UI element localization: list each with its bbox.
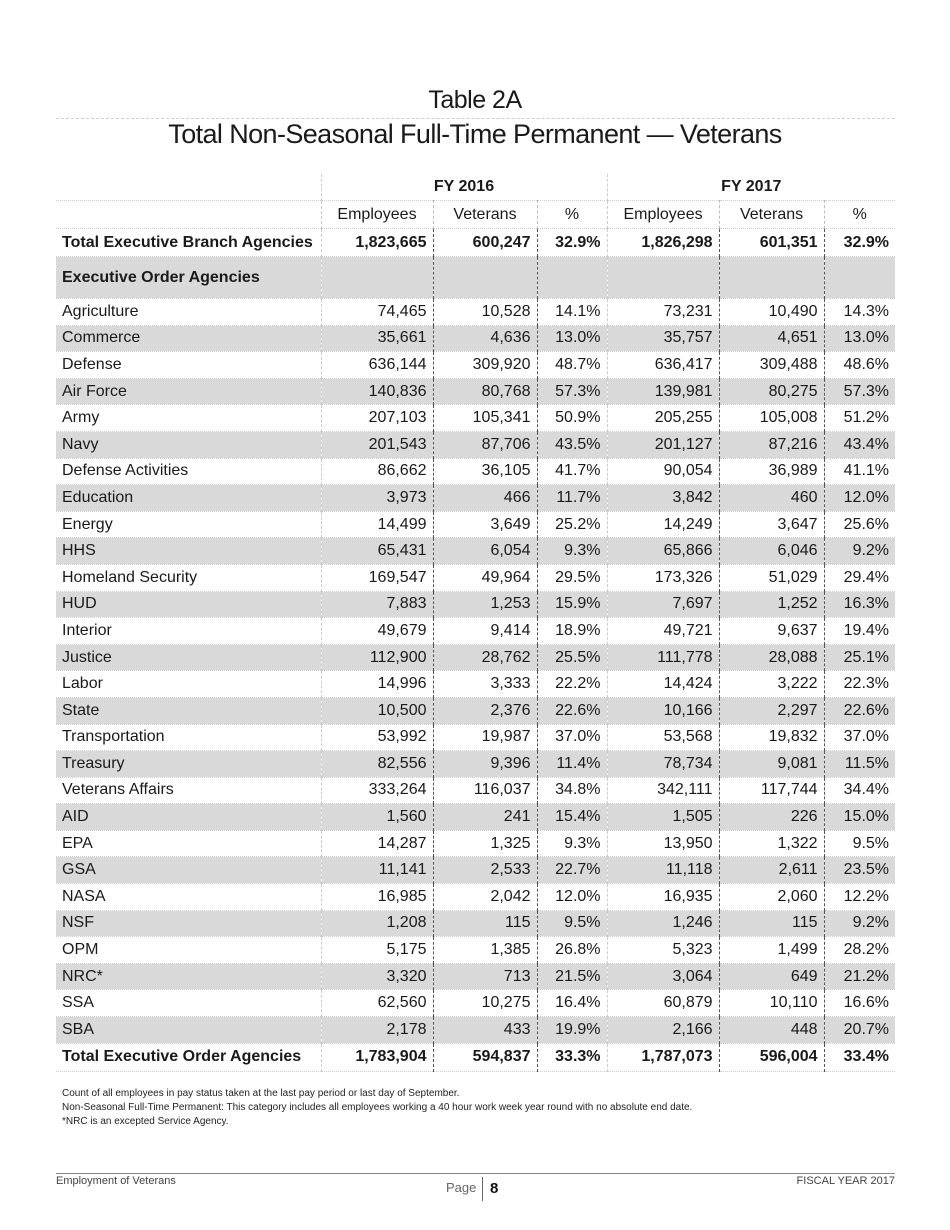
fy2016-veterans: 9,396 xyxy=(433,751,537,778)
col-header-employees: Employees xyxy=(321,201,433,229)
fy2016-percent: 15.9% xyxy=(537,591,607,618)
fy2016-employees: 3,320 xyxy=(321,963,433,990)
fy2016-veterans: 1,253 xyxy=(433,591,537,618)
fy2016-employees: 86,662 xyxy=(321,458,433,485)
footnotes xyxy=(62,1087,692,1129)
fy2016-percent: 26.8% xyxy=(537,937,607,964)
agency-label: Interior xyxy=(56,618,321,645)
fy2017-percent: 16.6% xyxy=(824,990,895,1017)
table-row xyxy=(56,804,895,831)
fy2017-percent: 20.7% xyxy=(824,1017,895,1044)
fy2017-veterans: 2,611 xyxy=(719,857,824,884)
fy2017-percent: 14.3% xyxy=(824,299,895,326)
table-row xyxy=(56,591,895,618)
fy2016-percent: 13.0% xyxy=(537,325,607,352)
fy2016-veterans: 6,054 xyxy=(433,538,537,565)
fy2017-percent: 15.0% xyxy=(824,804,895,831)
fy2016-percent: 57.3% xyxy=(537,378,607,405)
year-header-fy2016: FY 2016 xyxy=(321,174,607,201)
fy2016-veterans: 105,341 xyxy=(433,405,537,432)
footer-page-label: Page xyxy=(446,1180,477,1195)
agency-label: HHS xyxy=(56,538,321,565)
fy2017-veterans: 9,637 xyxy=(719,618,824,645)
fy2017-percent: 57.3% xyxy=(824,378,895,405)
section-empty-cell xyxy=(824,257,895,299)
fy2017-percent: 41.1% xyxy=(824,458,895,485)
agency-label: Commerce xyxy=(56,325,321,352)
fy2017-percent: 12.0% xyxy=(824,485,895,512)
agency-label: NSF xyxy=(56,910,321,937)
table-title: Table 2A xyxy=(428,86,522,114)
fy2017-percent: 25.1% xyxy=(824,644,895,671)
table-row xyxy=(56,990,895,1017)
fy2017-percent: 48.6% xyxy=(824,352,895,379)
fy2017-percent: 9.5% xyxy=(824,830,895,857)
fy2017-employees: 111,778 xyxy=(607,644,719,671)
agency-label: Education xyxy=(56,485,321,512)
section-empty-cell xyxy=(433,257,537,299)
fy2017-veterans: 80,275 xyxy=(719,378,824,405)
fy2017-employees: 1,787,073 xyxy=(607,1043,719,1071)
agency-label: Agriculture xyxy=(56,299,321,326)
fy2016-veterans: 80,768 xyxy=(433,378,537,405)
fy2017-employees: 1,826,298 xyxy=(607,229,719,257)
fy2017-veterans: 10,110 xyxy=(719,990,824,1017)
fy2016-employees: 7,883 xyxy=(321,591,433,618)
fy2017-employees: 78,734 xyxy=(607,751,719,778)
fy2016-employees: 1,783,904 xyxy=(321,1043,433,1071)
fy2016-employees: 1,823,665 xyxy=(321,229,433,257)
fy2017-employees: 14,424 xyxy=(607,671,719,698)
agency-label: Air Force xyxy=(56,378,321,405)
agency-label: Labor xyxy=(56,671,321,698)
table-row xyxy=(56,431,895,458)
table-row xyxy=(56,937,895,964)
agency-label: Treasury xyxy=(56,751,321,778)
fy2016-percent: 25.2% xyxy=(537,511,607,538)
fy2016-employees: 140,836 xyxy=(321,378,433,405)
table-row xyxy=(56,884,895,911)
fy2016-percent: 11.7% xyxy=(537,485,607,512)
fy2016-veterans: 116,037 xyxy=(433,777,537,804)
fy2017-employees: 3,842 xyxy=(607,485,719,512)
table-row xyxy=(56,405,895,432)
fy2016-employees: 82,556 xyxy=(321,751,433,778)
fy2016-percent: 48.7% xyxy=(537,352,607,379)
fy2017-percent: 23.5% xyxy=(824,857,895,884)
fy2016-employees: 14,287 xyxy=(321,830,433,857)
fy2016-percent: 9.3% xyxy=(537,538,607,565)
agency-label: Defense xyxy=(56,352,321,379)
fy2016-employees: 14,499 xyxy=(321,511,433,538)
table-row xyxy=(56,299,895,326)
fy2016-veterans: 19,987 xyxy=(433,724,537,751)
fy2017-veterans: 36,989 xyxy=(719,458,824,485)
fy2016-percent: 41.7% xyxy=(537,458,607,485)
table-row xyxy=(56,538,895,565)
fy2016-veterans: 1,385 xyxy=(433,937,537,964)
fy2016-veterans: 713 xyxy=(433,963,537,990)
fy2016-employees: 333,264 xyxy=(321,777,433,804)
fy2017-veterans: 1,322 xyxy=(719,830,824,857)
fy2017-veterans: 19,832 xyxy=(719,724,824,751)
col-header-veterans: Veterans xyxy=(719,201,824,229)
agency-label: Justice xyxy=(56,644,321,671)
fy2017-employees: 3,064 xyxy=(607,963,719,990)
fy2017-percent: 32.9% xyxy=(824,229,895,257)
fy2016-employees: 65,431 xyxy=(321,538,433,565)
table-row xyxy=(56,564,895,591)
footnote: Non-Seasonal Full-Time Permanent: This category includes all employees working a 40 hour work week year round with no absolute end date. xyxy=(62,1102,693,1113)
col-header-pct: % xyxy=(824,201,895,229)
table-row xyxy=(56,325,895,352)
fy2017-veterans: 9,081 xyxy=(719,751,824,778)
fy2016-employees: 14,996 xyxy=(321,671,433,698)
fy2017-veterans: 226 xyxy=(719,804,824,831)
page-number: 8 xyxy=(490,1180,499,1197)
agency-label: NASA xyxy=(56,884,321,911)
fy2016-employees: 2,178 xyxy=(321,1017,433,1044)
fy2016-percent: 34.8% xyxy=(537,777,607,804)
fy2016-veterans: 433 xyxy=(433,1017,537,1044)
table-row xyxy=(56,1017,895,1044)
fy2016-percent: 32.9% xyxy=(537,229,607,257)
fy2017-employees: 16,935 xyxy=(607,884,719,911)
table-row xyxy=(56,751,895,778)
fy2017-employees: 201,127 xyxy=(607,431,719,458)
table-row xyxy=(56,511,895,538)
fy2016-veterans: 466 xyxy=(433,485,537,512)
table-row xyxy=(56,963,895,990)
fy2017-percent: 33.4% xyxy=(824,1043,895,1071)
fy2016-veterans: 309,920 xyxy=(433,352,537,379)
fy2016-percent: 9.5% xyxy=(537,910,607,937)
section-header-row xyxy=(56,257,895,299)
agency-label: SSA xyxy=(56,990,321,1017)
agency-label: Veterans Affairs xyxy=(56,777,321,804)
fy2017-employees: 1,505 xyxy=(607,804,719,831)
fy2017-employees: 65,866 xyxy=(607,538,719,565)
fy2017-percent: 19.4% xyxy=(824,618,895,645)
fy2017-employees: 7,697 xyxy=(607,591,719,618)
fy2017-employees: 11,118 xyxy=(607,857,719,884)
fy2017-veterans: 117,744 xyxy=(719,777,824,804)
fy2017-veterans: 3,222 xyxy=(719,671,824,698)
fy2016-veterans: 10,528 xyxy=(433,299,537,326)
fy2016-percent: 15.4% xyxy=(537,804,607,831)
fy2016-percent: 19.9% xyxy=(537,1017,607,1044)
column-header-row xyxy=(56,201,895,229)
fy2017-employees: 53,568 xyxy=(607,724,719,751)
fy2016-percent: 18.9% xyxy=(537,618,607,645)
col-header-employees: Employees xyxy=(607,201,719,229)
fy2017-employees: 60,879 xyxy=(607,990,719,1017)
fy2016-employees: 11,141 xyxy=(321,857,433,884)
fy2017-employees: 35,757 xyxy=(607,325,719,352)
table-row xyxy=(56,671,895,698)
fy2016-employees: 636,144 xyxy=(321,352,433,379)
fy2017-employees: 73,231 xyxy=(607,299,719,326)
fy2017-veterans: 2,060 xyxy=(719,884,824,911)
agency-label: OPM xyxy=(56,937,321,964)
agency-label: Transportation xyxy=(56,724,321,751)
fy2017-veterans: 10,490 xyxy=(719,299,824,326)
fy2017-percent: 28.2% xyxy=(824,937,895,964)
fy2017-percent: 25.6% xyxy=(824,511,895,538)
table-row xyxy=(56,910,895,937)
fy2016-employees: 16,985 xyxy=(321,884,433,911)
fy2017-employees: 49,721 xyxy=(607,618,719,645)
corner-cell xyxy=(56,201,321,229)
fy2016-employees: 53,992 xyxy=(321,724,433,751)
col-header-pct: % xyxy=(537,201,607,229)
fy2016-employees: 207,103 xyxy=(321,405,433,432)
fy2017-employees: 14,249 xyxy=(607,511,719,538)
fy2017-percent: 29.4% xyxy=(824,564,895,591)
fy2016-employees: 112,900 xyxy=(321,644,433,671)
fy2016-employees: 49,679 xyxy=(321,618,433,645)
fy2016-veterans: 49,964 xyxy=(433,564,537,591)
fy2017-employees: 173,326 xyxy=(607,564,719,591)
fy2017-percent: 13.0% xyxy=(824,325,895,352)
section-empty-cell xyxy=(719,257,824,299)
agency-label: Total Executive Branch Agencies xyxy=(56,229,321,257)
year-header-row xyxy=(56,174,895,201)
fy2016-employees: 201,543 xyxy=(321,431,433,458)
table-row xyxy=(56,857,895,884)
table-row xyxy=(56,777,895,804)
footer-fiscal-year: FISCAL YEAR 2017 xyxy=(796,1175,895,1187)
fy2017-percent: 12.2% xyxy=(824,884,895,911)
fy2016-employees: 10,500 xyxy=(321,697,433,724)
fy2017-employees: 342,111 xyxy=(607,777,719,804)
fy2016-employees: 35,661 xyxy=(321,325,433,352)
fy2016-percent: 29.5% xyxy=(537,564,607,591)
fy2017-percent: 9.2% xyxy=(824,538,895,565)
agency-label: Defense Activities xyxy=(56,458,321,485)
section-empty-cell xyxy=(607,257,719,299)
fy2016-percent: 33.3% xyxy=(537,1043,607,1071)
fy2017-veterans: 4,651 xyxy=(719,325,824,352)
fy2017-employees: 139,981 xyxy=(607,378,719,405)
fy2016-percent: 14.1% xyxy=(537,299,607,326)
fy2016-veterans: 241 xyxy=(433,804,537,831)
total-executive-branch-row xyxy=(56,229,895,257)
col-header-veterans: Veterans xyxy=(433,201,537,229)
agency-label: NRC* xyxy=(56,963,321,990)
table-row xyxy=(56,352,895,379)
fy2016-percent: 11.4% xyxy=(537,751,607,778)
agency-label: AID xyxy=(56,804,321,831)
agency-label: Total Executive Order Agencies xyxy=(56,1043,321,1071)
fy2017-veterans: 448 xyxy=(719,1017,824,1044)
footnote: *NRC is an excepted Service Agency. xyxy=(62,1116,229,1127)
fy2017-veterans: 460 xyxy=(719,485,824,512)
fy2017-percent: 21.2% xyxy=(824,963,895,990)
fy2016-percent: 22.7% xyxy=(537,857,607,884)
fy2016-percent: 9.3% xyxy=(537,830,607,857)
fy2017-percent: 11.5% xyxy=(824,751,895,778)
fy2016-veterans: 87,706 xyxy=(433,431,537,458)
fy2017-employees: 1,246 xyxy=(607,910,719,937)
fy2017-employees: 2,166 xyxy=(607,1017,719,1044)
corner-cell xyxy=(56,174,321,201)
agency-label: Navy xyxy=(56,431,321,458)
fy2016-percent: 43.5% xyxy=(537,431,607,458)
total-executive-order-row xyxy=(56,1043,895,1071)
table-row xyxy=(56,378,895,405)
fy2016-percent: 37.0% xyxy=(537,724,607,751)
fy2017-veterans: 105,008 xyxy=(719,405,824,432)
fy2017-veterans: 601,351 xyxy=(719,229,824,257)
footnote: Count of all employees in pay status taken at the last pay period or last day of September. xyxy=(62,1088,460,1099)
fy2017-percent: 51.2% xyxy=(824,405,895,432)
fy2017-percent: 34.4% xyxy=(824,777,895,804)
fy2017-veterans: 87,216 xyxy=(719,431,824,458)
fy2016-veterans: 600,247 xyxy=(433,229,537,257)
fy2016-percent: 16.4% xyxy=(537,990,607,1017)
veterans-table xyxy=(56,174,895,1072)
fy2017-employees: 205,255 xyxy=(607,405,719,432)
section-empty-cell xyxy=(321,257,433,299)
fy2016-veterans: 10,275 xyxy=(433,990,537,1017)
fy2017-veterans: 51,029 xyxy=(719,564,824,591)
table-subtitle: Total Non-Seasonal Full-Time Permanent — Veterans xyxy=(168,119,782,149)
fy2016-employees: 74,465 xyxy=(321,299,433,326)
agency-label: State xyxy=(56,697,321,724)
fy2016-employees: 169,547 xyxy=(321,564,433,591)
table-body xyxy=(56,229,895,1072)
fy2017-employees: 90,054 xyxy=(607,458,719,485)
fy2017-percent: 43.4% xyxy=(824,431,895,458)
fy2016-veterans: 3,333 xyxy=(433,671,537,698)
fy2016-employees: 62,560 xyxy=(321,990,433,1017)
fy2016-percent: 22.6% xyxy=(537,697,607,724)
fy2017-veterans: 1,252 xyxy=(719,591,824,618)
fy2017-veterans: 28,088 xyxy=(719,644,824,671)
table-row xyxy=(56,830,895,857)
fy2016-veterans: 2,376 xyxy=(433,697,537,724)
agency-label: EPA xyxy=(56,830,321,857)
fy2016-veterans: 1,325 xyxy=(433,830,537,857)
fy2017-veterans: 1,499 xyxy=(719,937,824,964)
fy2017-veterans: 3,647 xyxy=(719,511,824,538)
footer-document-title: Employment of Veterans xyxy=(56,1175,176,1187)
fy2017-veterans: 649 xyxy=(719,963,824,990)
fy2016-veterans: 594,837 xyxy=(433,1043,537,1071)
agency-label: Energy xyxy=(56,511,321,538)
table-row xyxy=(56,618,895,645)
fy2017-employees: 13,950 xyxy=(607,830,719,857)
fy2017-percent: 37.0% xyxy=(824,724,895,751)
fy2016-veterans: 115 xyxy=(433,910,537,937)
table-row xyxy=(56,697,895,724)
fy2017-veterans: 309,488 xyxy=(719,352,824,379)
section-label: Executive Order Agencies xyxy=(56,257,321,299)
fy2016-employees: 3,973 xyxy=(321,485,433,512)
fy2017-employees: 636,417 xyxy=(607,352,719,379)
table-row xyxy=(56,724,895,751)
table-row xyxy=(56,458,895,485)
agency-label: GSA xyxy=(56,857,321,884)
agency-label: SBA xyxy=(56,1017,321,1044)
fy2016-veterans: 36,105 xyxy=(433,458,537,485)
section-empty-cell xyxy=(537,257,607,299)
fy2017-employees: 10,166 xyxy=(607,697,719,724)
table-row xyxy=(56,485,895,512)
fy2017-veterans: 115 xyxy=(719,910,824,937)
fy2016-veterans: 3,649 xyxy=(433,511,537,538)
fy2016-percent: 50.9% xyxy=(537,405,607,432)
fy2016-veterans: 4,636 xyxy=(433,325,537,352)
agency-label: Army xyxy=(56,405,321,432)
fy2017-veterans: 596,004 xyxy=(719,1043,824,1071)
table-row xyxy=(56,644,895,671)
fy2017-veterans: 2,297 xyxy=(719,697,824,724)
fy2016-percent: 22.2% xyxy=(537,671,607,698)
fy2017-percent: 22.6% xyxy=(824,697,895,724)
fy2017-percent: 22.3% xyxy=(824,671,895,698)
page-separator xyxy=(482,1177,483,1201)
fy2017-employees: 5,323 xyxy=(607,937,719,964)
year-header-fy2017: FY 2017 xyxy=(607,174,895,201)
fy2016-percent: 21.5% xyxy=(537,963,607,990)
footer-divider xyxy=(56,1173,895,1174)
fy2016-percent: 12.0% xyxy=(537,884,607,911)
fy2016-veterans: 9,414 xyxy=(433,618,537,645)
fy2017-percent: 16.3% xyxy=(824,591,895,618)
fy2016-employees: 5,175 xyxy=(321,937,433,964)
agency-label: Homeland Security xyxy=(56,564,321,591)
fy2016-veterans: 2,042 xyxy=(433,884,537,911)
fy2016-employees: 1,560 xyxy=(321,804,433,831)
fy2016-employees: 1,208 xyxy=(321,910,433,937)
fy2016-veterans: 28,762 xyxy=(433,644,537,671)
fy2017-veterans: 6,046 xyxy=(719,538,824,565)
fy2017-percent: 9.2% xyxy=(824,910,895,937)
fy2016-percent: 25.5% xyxy=(537,644,607,671)
fy2016-veterans: 2,533 xyxy=(433,857,537,884)
agency-label: HUD xyxy=(56,591,321,618)
